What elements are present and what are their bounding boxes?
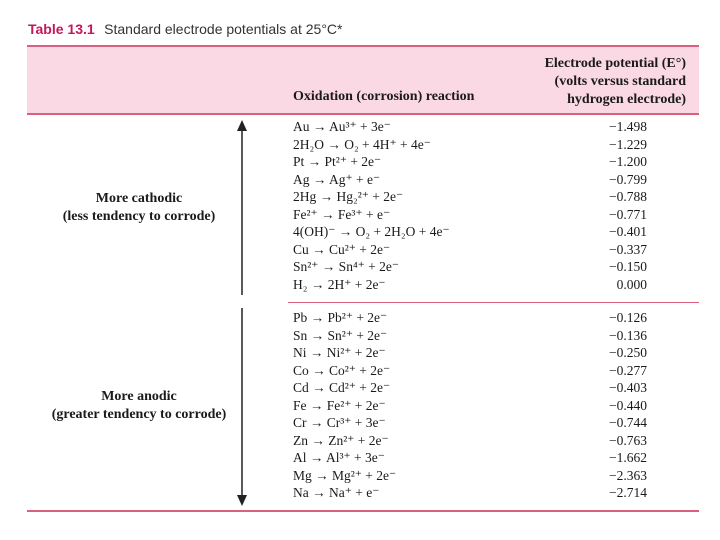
potential-cell: −0.337 [609,241,647,257]
arrow-down-head [237,495,247,506]
table-row [293,344,699,362]
reaction-cell: Ni → Ni²⁺ + 2e⁻ [293,345,386,361]
potential-cell: −1.229 [609,136,647,152]
potential-column-header [545,55,686,109]
potential-header-line3: hydrogen electrode) [567,92,686,107]
table-row [293,258,699,276]
table-row [293,171,699,189]
cathodic-label [14,190,264,226]
potential-cell: −1.498 [609,119,647,134]
table-row [293,449,699,467]
reaction-cell: Co → Co²⁺ + 2e⁻ [293,362,391,378]
reaction-cell: 4(OH)⁻ → O₂ + 2H₂O + 4e⁻ [293,224,450,240]
reaction-cell: Mg → Mg²⁺ + 2e⁻ [293,467,397,483]
double-arrow-icon [232,118,252,508]
table-row [293,379,699,397]
reaction-cell: Cd → Cd²⁺ + 2e⁻ [293,380,391,396]
potential-cell: −0.277 [609,362,647,378]
table-row [293,118,699,136]
potential-header-line1: Electrode potential (E°) [544,56,686,71]
table-row [293,241,699,259]
potential-cell: −0.440 [609,397,647,413]
potential-cell: 0.000 [616,276,647,292]
reaction-cell: Au → Au³⁺ + 3e⁻ [293,119,391,134]
group-divider [288,302,699,303]
potential-cell: −1.200 [609,154,647,170]
arrow-up-head [237,120,247,131]
reaction-cell: Fe²⁺ → Fe³⁺ + e⁻ [293,206,391,222]
potential-cell: −0.771 [609,206,647,222]
reaction-cell: Fe → Fe²⁺ + 2e⁻ [293,397,386,413]
potential-header-line2: (volts versus standard [554,74,686,89]
table-row [293,188,699,206]
reaction-cell: Cu → Cu²⁺ + 2e⁻ [293,241,391,257]
table-row [293,397,699,415]
table-row [293,276,699,294]
reaction-cell: 2H₂O → O₂ + 4H⁺ + 4e⁻ [293,136,431,152]
potential-cell: −0.788 [609,189,647,205]
anodic-rows [293,309,699,502]
potential-cell: −0.150 [609,259,647,275]
reaction-cell: Na → Na⁺ + e⁻ [293,485,380,501]
header-rule [27,113,699,115]
reaction-cell: Pt → Pt²⁺ + 2e⁻ [293,154,382,170]
potential-cell: −1.662 [609,450,647,466]
reaction-cell: 2Hg → Hg₂²⁺ + 2e⁻ [293,189,404,205]
table-row [293,432,699,450]
reaction-cell: Sn²⁺ → Sn⁴⁺ + 2e⁻ [293,259,400,275]
reaction-cell: Pb → Pb²⁺ + 2e⁻ [293,310,388,325]
table-number: Table 13.1 [28,21,95,37]
potential-cell: −0.250 [609,345,647,361]
potential-cell: −0.136 [609,327,647,343]
potential-cell: −0.403 [609,380,647,396]
table-row [293,309,699,327]
table-caption: Standard electrode potentials at 25°C* [104,21,343,37]
cathodic-label-line2: (less tendency to corrode) [62,209,216,224]
table-row [293,414,699,432]
cathodic-label-line1: More cathodic [95,191,183,206]
table-row [293,153,699,171]
anodic-label [14,388,264,424]
reaction-cell: Ag → Ag⁺ + e⁻ [293,171,381,187]
reaction-column-header: Oxidation (corrosion) reaction [293,89,475,104]
potential-cell: −2.363 [609,467,647,483]
table-row [293,362,699,380]
potential-cell: −0.401 [609,224,647,240]
table-row [293,327,699,345]
table-row [293,206,699,224]
anodic-label-line1: More anodic [101,389,177,404]
table-row [293,467,699,485]
table-row [293,223,699,241]
table-row [293,136,699,154]
potential-cell: −0.763 [609,432,647,448]
potential-cell: −0.126 [609,310,647,325]
cathodic-rows [293,118,699,293]
table-row [293,484,699,502]
reaction-cell: Sn → Sn²⁺ + 2e⁻ [293,327,388,343]
reaction-cell: H₂ → 2H⁺ + 2e⁻ [293,276,386,292]
potential-cell: −2.714 [609,485,647,501]
potential-cell: −0.799 [609,171,647,187]
reaction-cell: Cr → Cr³⁺ + 3e⁻ [293,415,386,431]
potential-cell: −0.744 [609,415,647,431]
reaction-cell: Zn → Zn²⁺ + 2e⁻ [293,432,389,448]
reaction-cell: Al → Al³⁺ + 3e⁻ [293,450,385,466]
bottom-rule [27,510,699,512]
anodic-label-line2: (greater tendency to corrode) [51,407,227,422]
table-title [28,21,342,39]
